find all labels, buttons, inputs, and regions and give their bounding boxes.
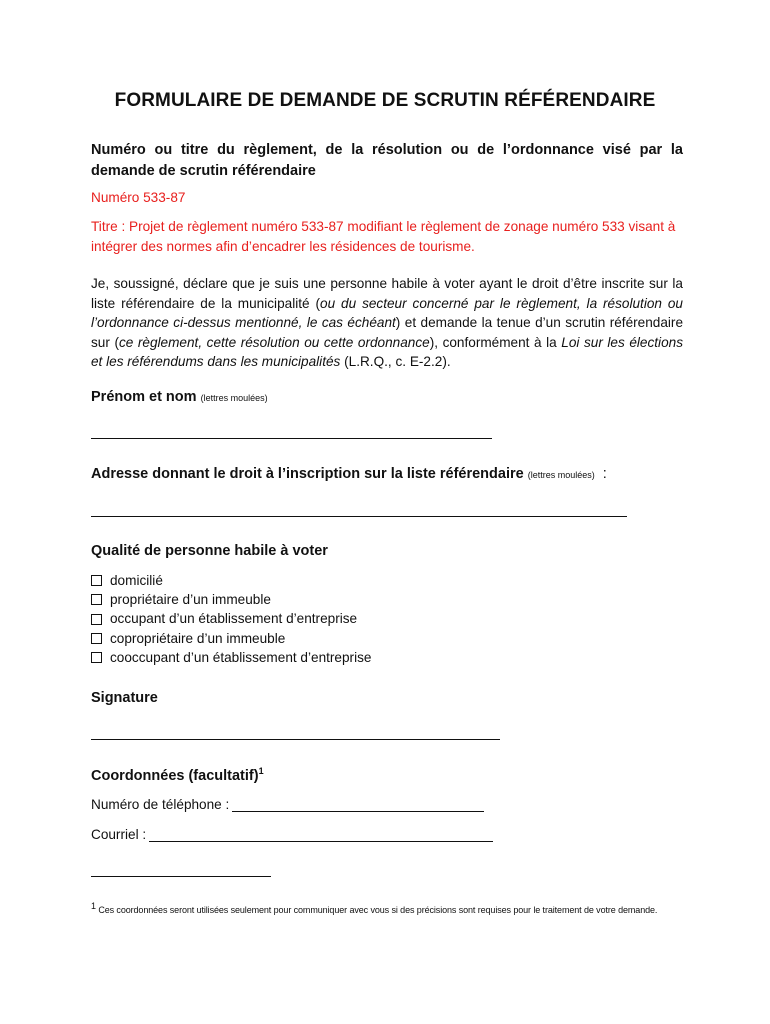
footnote bbox=[91, 900, 686, 917]
page-title: FORMULAIRE DE DEMANDE DE SCRUTIN RÉFÉRENDAIRE bbox=[114, 90, 656, 111]
adresse-field[interactable] bbox=[91, 516, 627, 517]
adresse-colon: : bbox=[602, 466, 607, 482]
option-label: cooccupant d’un établissement d’entreprise bbox=[110, 649, 372, 665]
adresse-label bbox=[91, 466, 607, 482]
option-label: propriétaire d’un immeuble bbox=[110, 592, 271, 608]
reglement-heading-line2: demande de scrutin référendaire bbox=[91, 163, 316, 179]
reglement-numero: Numéro 533-87 bbox=[91, 190, 186, 205]
declaration-text-1: Je, soussigné, déclare que je suis une personne habile à voter ayant le droit d’être inscrite sur la liste référendaire de la municipalité ( bbox=[91, 276, 683, 311]
telephone-field[interactable] bbox=[232, 799, 484, 812]
coordonnees-label bbox=[91, 766, 264, 784]
checkbox-icon[interactable] bbox=[91, 594, 102, 605]
courriel-row bbox=[91, 827, 493, 842]
checkbox-icon[interactable] bbox=[91, 575, 102, 586]
declaration-paragraph bbox=[91, 274, 683, 372]
reglement-heading bbox=[91, 140, 683, 182]
declaration-italic-2: ce règlement, cette résolution ou cette ordonnance bbox=[118, 334, 430, 350]
telephone-label: Numéro de téléphone : bbox=[91, 797, 230, 812]
coordonnees-footnote-ref: 1 bbox=[258, 766, 264, 776]
option-proprietaire[interactable] bbox=[91, 590, 371, 609]
prenom-nom-label bbox=[91, 389, 268, 405]
telephone-row bbox=[91, 797, 484, 812]
option-occupant[interactable] bbox=[91, 609, 371, 628]
declaration-italic-3: Loi sur les élections et les référendums dans les municipalités bbox=[91, 334, 683, 369]
adresse-hint: (lettres moulées) bbox=[527, 470, 595, 480]
footnote-number: 1 bbox=[91, 901, 96, 911]
option-label: copropriétaire d’un immeuble bbox=[110, 630, 286, 646]
adresse-label-text: Adresse donnant le droit à l’inscription sur la liste référendaire bbox=[91, 466, 524, 482]
footnote-text: Ces coordonnées seront utilisées seulement pour communiquer avec vous si des précisions sont requises pour le traitement de votre demande. bbox=[98, 905, 658, 915]
checkbox-icon[interactable] bbox=[91, 633, 102, 644]
option-cooccupant[interactable] bbox=[91, 648, 371, 667]
declaration-text-2: ) et demande la tenue d’un scrutin référendaire sur ( bbox=[91, 315, 684, 350]
declaration-italic-1: ou du secteur concerné par le règlement, la résolution ou l’ordonnance ci-dessus mentionné, le cas échéant bbox=[91, 295, 683, 330]
courriel-field[interactable] bbox=[149, 829, 493, 842]
reglement-heading-line1: Numéro ou titre du règlement, de la résolution ou de l’ordonnance visé par la bbox=[91, 142, 683, 158]
coordonnees-label-text: Coordonnées (facultatif) bbox=[91, 767, 259, 784]
signature-field[interactable] bbox=[91, 739, 500, 740]
prenom-nom-field[interactable] bbox=[91, 438, 492, 439]
prenom-nom-label-text: Prénom et nom bbox=[91, 389, 197, 405]
option-coproprietaire[interactable] bbox=[91, 629, 371, 648]
declaration-text-4: (L.R.Q., c. E-2.2). bbox=[340, 354, 451, 369]
footnote-divider bbox=[91, 876, 271, 877]
checkbox-icon[interactable] bbox=[91, 614, 102, 625]
declaration-text-3: ), conformément à la bbox=[429, 334, 562, 350]
option-label: domicilié bbox=[110, 573, 163, 588]
option-label: occupant d’un établissement d’entreprise bbox=[110, 611, 358, 627]
reglement-titre: Titre : Projet de règlement numéro 533-87 modifiant le règlement de zonage numéro 533 visant à intégrer des normes afin d’encadrer les résidences de tourisme. bbox=[91, 219, 676, 254]
qualite-options bbox=[91, 571, 371, 667]
courriel-label: Courriel : bbox=[91, 827, 147, 842]
checkbox-icon[interactable] bbox=[91, 652, 102, 663]
prenom-nom-hint: (lettres moulées) bbox=[200, 393, 268, 403]
option-domicilie[interactable] bbox=[91, 571, 371, 590]
signature-label: Signature bbox=[91, 690, 158, 706]
qualite-label: Qualité de personne habile à voter bbox=[91, 543, 328, 559]
